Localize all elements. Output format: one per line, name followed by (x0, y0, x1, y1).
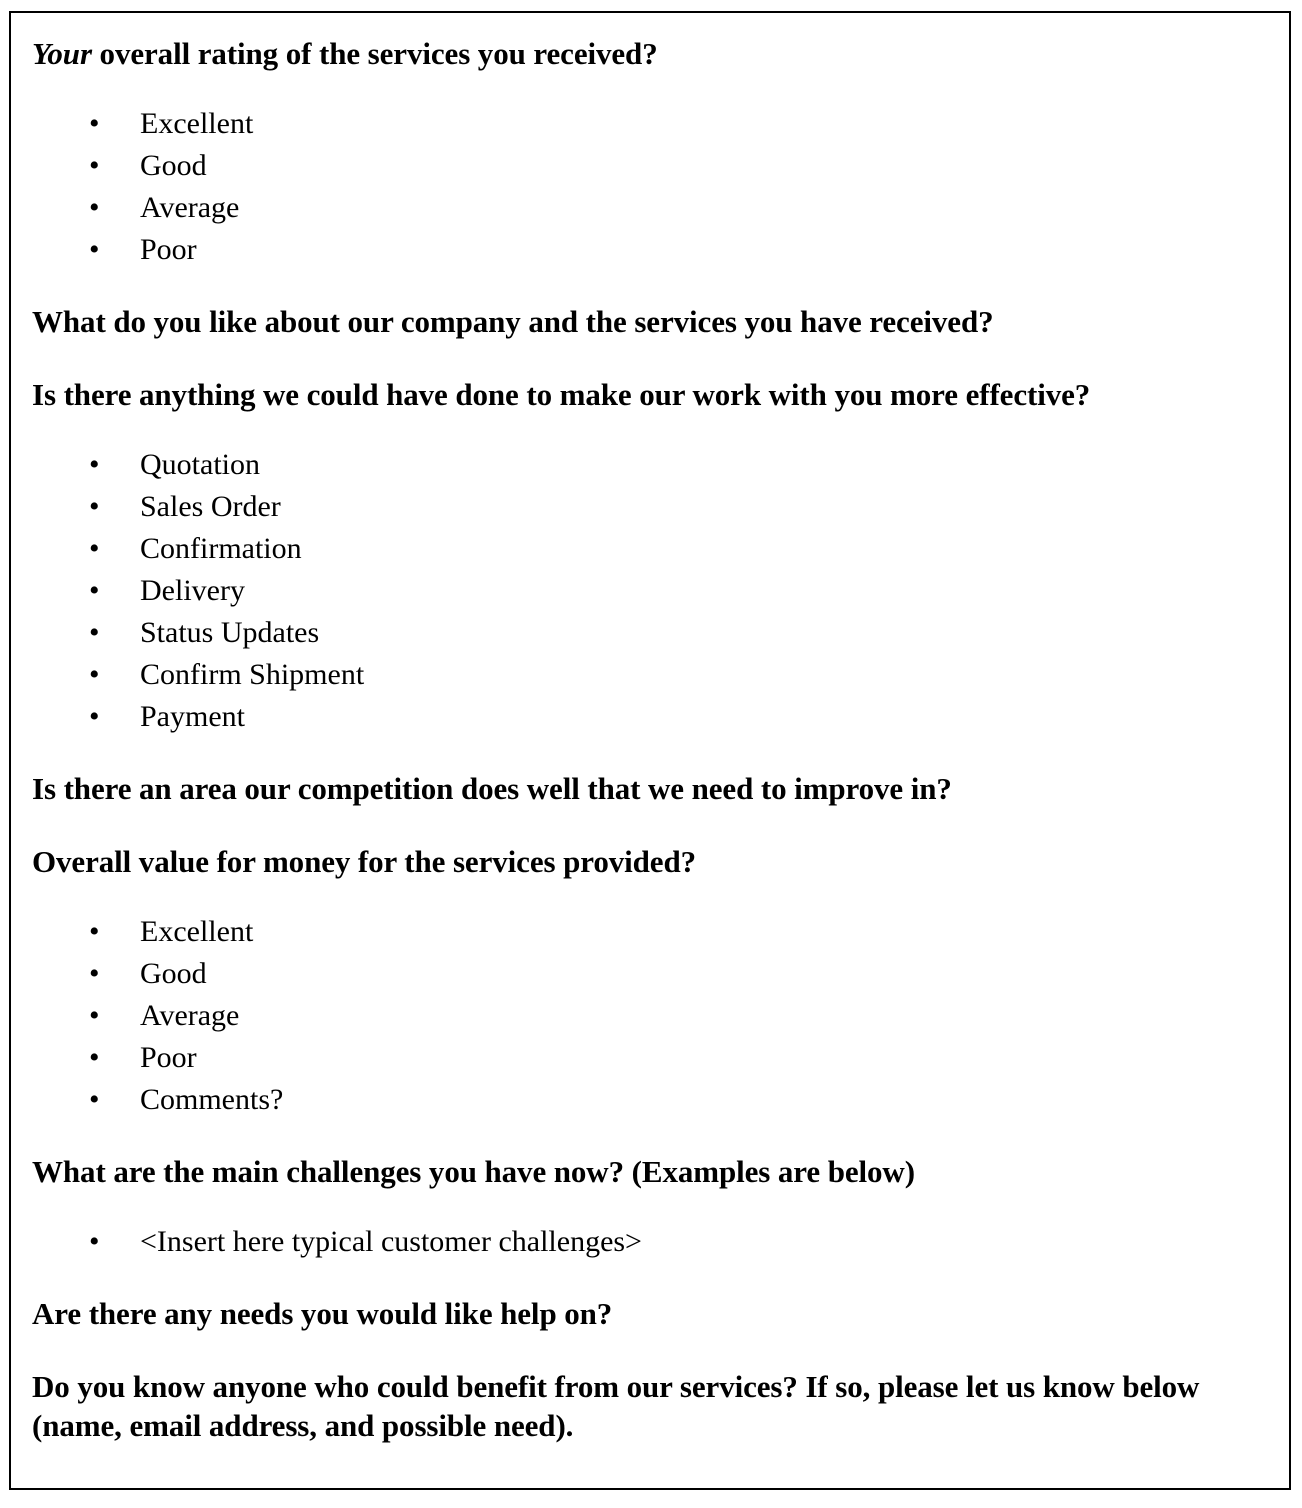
bullet-icon: • (89, 1041, 100, 1074)
list-item[interactable] (32, 1221, 1281, 1263)
list-item-label: Status Updates (140, 616, 320, 649)
options-overall-rating (32, 103, 1281, 271)
spacer (32, 414, 1281, 444)
bullet-icon: • (89, 448, 100, 481)
document-content (32, 13, 1281, 1445)
spacer (32, 73, 1281, 103)
list-item[interactable] (32, 1079, 1281, 1121)
list-item-label: <Insert here typical customer challenges> (140, 1225, 642, 1258)
question-overall-rating-emphasis: Your (32, 36, 92, 71)
bullet-icon: • (89, 233, 100, 266)
spacer (32, 1121, 1281, 1152)
list-item[interactable] (32, 444, 1281, 486)
list-item-label: Average (140, 999, 240, 1032)
bullet-icon: • (89, 1225, 100, 1258)
question-overall-rating-rest: overall rating of the services you received? (91, 36, 658, 71)
bullet-icon: • (89, 957, 100, 990)
options-challenges-placeholder (32, 1221, 1281, 1263)
bullet-icon: • (89, 999, 100, 1032)
list-item[interactable] (32, 654, 1281, 696)
options-value-for-money (32, 911, 1281, 1121)
spacer (32, 808, 1281, 842)
list-item[interactable] (32, 953, 1281, 995)
question-needs-help: Are there any needs you would like help on? (32, 1296, 613, 1331)
spacer (32, 881, 1281, 911)
list-item-label: Delivery (140, 574, 245, 607)
list-item-label: Confirm Shipment (140, 658, 365, 691)
bullet-icon: • (89, 915, 100, 948)
list-item[interactable] (32, 696, 1281, 738)
spacer (32, 1333, 1281, 1367)
bullet-icon: • (89, 616, 100, 649)
list-item[interactable] (32, 486, 1281, 528)
list-item-label: Excellent (140, 107, 254, 140)
list-item[interactable] (32, 612, 1281, 654)
question-more-effective: Is there anything we could have done to make our work with you more effective? (32, 377, 1091, 412)
list-item-label: Sales Order (140, 490, 281, 523)
list-item-label: Excellent (140, 915, 254, 948)
spacer (32, 1191, 1281, 1221)
bullet-icon: • (89, 700, 100, 733)
list-item-label: Poor (140, 1041, 197, 1074)
spacer (32, 738, 1281, 769)
top-spacer (32, 13, 1281, 34)
spacer (32, 1263, 1281, 1294)
list-item[interactable] (32, 145, 1281, 187)
list-item-label: Confirmation (140, 532, 302, 565)
options-process-steps (32, 444, 1281, 738)
list-item-label: Comments? (140, 1083, 284, 1116)
list-item-label: Payment (140, 700, 245, 733)
list-item-label: Average (140, 191, 240, 224)
spacer (32, 271, 1281, 302)
question-overall-rating (32, 34, 1281, 73)
list-item-label: Good (140, 149, 207, 182)
list-item-label: Good (140, 957, 207, 990)
question-competition-area: Is there an area our competition does well that we need to improve in? (32, 771, 952, 806)
list-item[interactable] (32, 229, 1281, 271)
list-item-label: Poor (140, 233, 197, 266)
question-main-challenges: What are the main challenges you have now? (Examples are below) (32, 1154, 915, 1189)
list-item[interactable] (32, 911, 1281, 953)
question-referral: Do you know anyone who could benefit from our services? If so, please let us know below (name, email address, and possible need). (32, 1369, 1200, 1443)
list-item-label: Quotation (140, 448, 260, 481)
spacer (32, 341, 1281, 375)
bullet-icon: • (89, 574, 100, 607)
bullet-icon: • (89, 107, 100, 140)
bullet-icon: • (89, 490, 100, 523)
bullet-icon: • (89, 149, 100, 182)
list-item[interactable] (32, 528, 1281, 570)
question-what-you-like: What do you like about our company and the services you have received? (32, 304, 994, 339)
list-item[interactable] (32, 570, 1281, 612)
bullet-icon: • (89, 532, 100, 565)
bullet-icon: • (89, 658, 100, 691)
document-page (9, 11, 1291, 1490)
list-item[interactable] (32, 1037, 1281, 1079)
list-item[interactable] (32, 995, 1281, 1037)
list-item[interactable] (32, 103, 1281, 145)
bullet-icon: • (89, 1083, 100, 1116)
question-value-for-money: Overall value for money for the services provided? (32, 844, 696, 879)
bullet-icon: • (89, 191, 100, 224)
list-item[interactable] (32, 187, 1281, 229)
